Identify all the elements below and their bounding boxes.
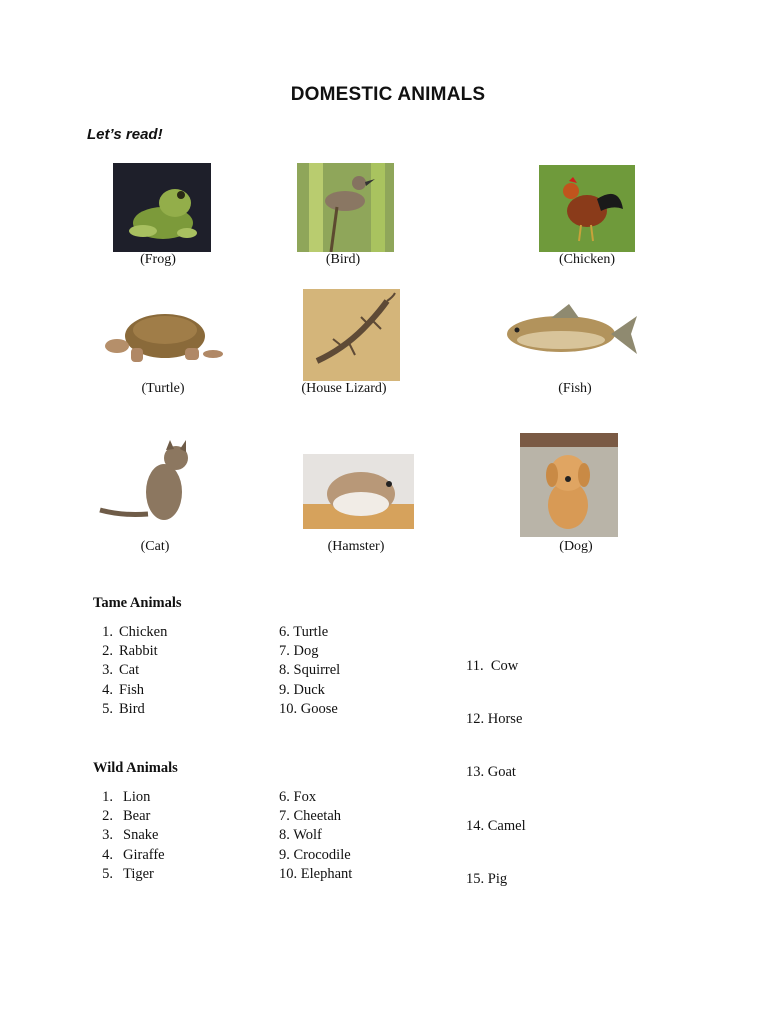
caption-turtle: (Turtle) — [141, 381, 185, 396]
caption-dog: (Dog) — [559, 539, 593, 554]
list-item: 12. Horse — [466, 711, 523, 728]
list-item: 10. Elephant — [279, 865, 353, 882]
house-lizard-image — [303, 289, 400, 381]
tame-animals-heading: Tame Animals — [93, 595, 182, 611]
list-item: 15. Pig — [466, 870, 508, 887]
list-item: 9. Duck — [279, 681, 325, 698]
list-item: 7. Dog — [279, 643, 319, 660]
list-item: 7. Cheetah — [279, 808, 342, 825]
list-item: 13. Goat — [466, 764, 516, 781]
tame-list-col-2 — [279, 623, 340, 719]
bird-image — [297, 163, 394, 252]
list-item: 1. Chicken — [102, 624, 168, 640]
list-item: 4. Fish — [102, 681, 144, 698]
caption-house-lizard: (House Lizard) — [301, 381, 387, 396]
list-item: 8. Wolf — [279, 827, 322, 844]
caption-bird: (Bird) — [325, 252, 361, 267]
tame-list-col-1 — [93, 623, 167, 719]
list-item: 2. Bear — [102, 808, 151, 825]
list-item: 1. Lion — [102, 789, 151, 805]
frog-image — [113, 163, 211, 252]
list-item: 5. Bird — [102, 700, 145, 717]
lets-read-heading: Let’s read! — [87, 126, 163, 143]
list-item: 3. Snake — [102, 827, 159, 844]
hamster-image — [303, 454, 414, 529]
list-item: 4. Giraffe — [102, 846, 165, 863]
caption-frog: (Frog) — [140, 252, 176, 267]
wild-list-col-2 — [279, 788, 352, 884]
list-item: 11. Cow — [466, 658, 519, 674]
list-item: 10. Goose — [279, 700, 338, 717]
list-item: 14. Camel — [466, 817, 526, 834]
caption-chicken: (Chicken) — [559, 252, 615, 267]
caption-cat: (Cat) — [140, 539, 170, 554]
chicken-image — [539, 165, 635, 252]
wild-list-col-1 — [93, 788, 165, 884]
list-item: 8. Squirrel — [279, 662, 341, 679]
list-item: 5. Tiger — [102, 865, 154, 882]
tame-list-col-3 — [466, 623, 526, 906]
list-item: 2. Rabbit — [102, 643, 158, 660]
cat-image — [98, 440, 194, 526]
turtle-image — [101, 300, 229, 380]
dog-image — [520, 433, 618, 537]
list-item: 3. Cat — [102, 662, 140, 679]
caption-fish: (Fish) — [558, 381, 592, 396]
wild-animals-heading: Wild Animals — [93, 760, 178, 776]
list-item: 9. Crocodile — [279, 846, 351, 863]
fish-image — [499, 300, 639, 366]
page-title: DOMESTIC ANIMALS — [290, 84, 486, 105]
caption-hamster: (Hamster) — [327, 539, 385, 554]
list-item: 6. Fox — [279, 789, 317, 805]
list-item: 6. Turtle — [279, 624, 329, 640]
